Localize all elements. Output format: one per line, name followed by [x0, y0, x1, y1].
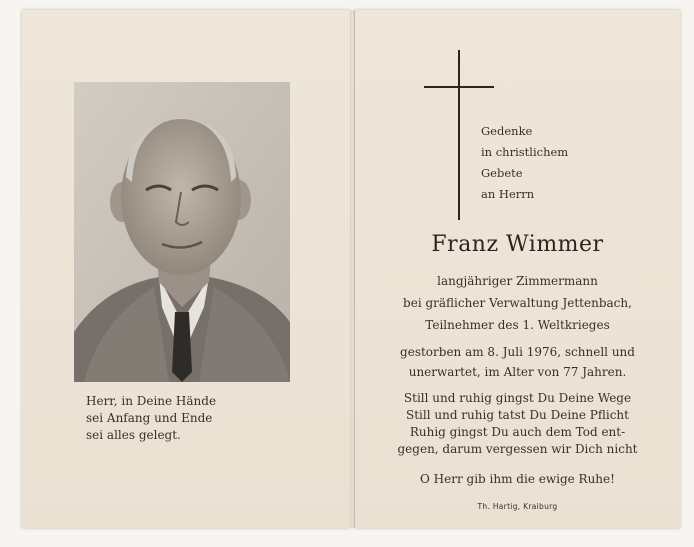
poem-line: Still und ruhig tatst Du Deine Pflicht	[405, 408, 629, 422]
role-line: Teilnehmer des 1. Weltkrieges	[425, 318, 610, 332]
gedenke-line: an Herrn	[481, 187, 535, 201]
closing-prayer: O Herr gib ihm die ewige Ruhe!	[420, 472, 615, 486]
left-verse-line: sei Anfang und Ende	[86, 411, 213, 425]
left-verse-line: Herr, in Deine Hände	[86, 394, 217, 408]
left-verse-line: sei alles gelegt.	[86, 428, 181, 442]
role-line: langjähriger Zimmermann	[437, 274, 598, 288]
poem-line: Still und ruhig gingst Du Deine Wege	[403, 391, 632, 405]
death-line: gestorben am 8. Juli 1976, schnell und	[400, 345, 635, 359]
role-line: bei gräflicher Verwaltung Jettenbach,	[403, 296, 632, 310]
deceased-name: Franz Wimmer	[431, 232, 604, 257]
poem-line: gegen, darum vergessen wir Dich nicht	[397, 442, 638, 456]
printer-credit: Th. Hartig, Kraiburg	[477, 502, 558, 511]
gedenke-line: Gebete	[481, 166, 523, 180]
gedenke-line: Gedenke	[481, 124, 533, 138]
poem-line: Ruhig gingst Du auch dem Tod ent-	[409, 425, 626, 439]
gedenke-line: in christlichem	[481, 145, 569, 159]
poem-text	[355, 390, 680, 458]
gedenke-text	[481, 121, 568, 205]
death-text	[355, 342, 680, 382]
role-text	[355, 270, 680, 336]
death-line: unerwartet, im Alter von 77 Jahren.	[408, 365, 627, 379]
